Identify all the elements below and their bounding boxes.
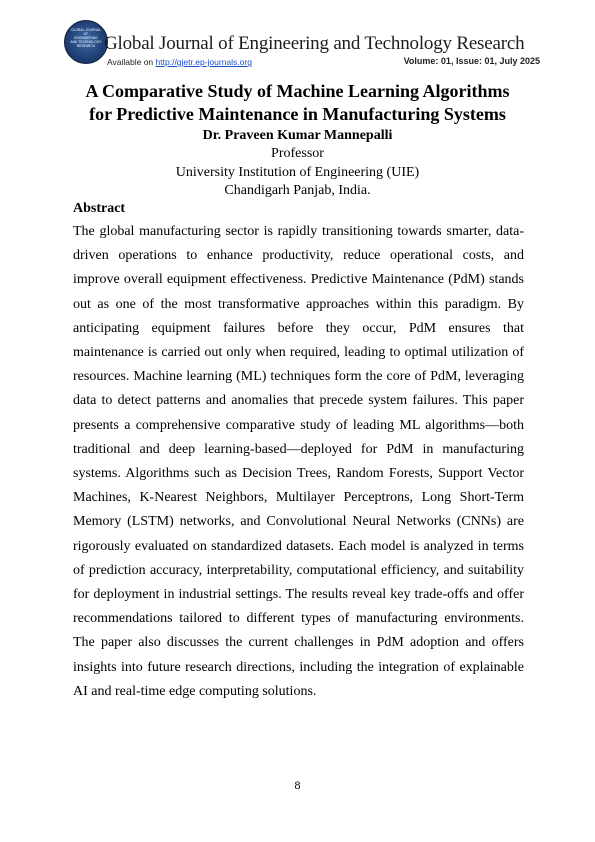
author-position: Professor (271, 146, 324, 161)
available-prefix: Available on (107, 57, 154, 67)
abstract-heading: Abstract (73, 201, 126, 216)
author-institution: University Institution of Engineering (UIE) (175, 165, 420, 180)
journal-header (60, 20, 540, 76)
abstract-text: The global manufacturing sector is rapidly transitioning towards smarter, data-driven operations to enhance productivity, reduce operational costs, and improve overall equipment effectiveness. Predictive Maintenance (PdM) stands out as one of the most transformative approaches within this paradigm. By anticipating equipment failures before they occur, PdM ensures that maintenance is carried out only when required, leading to optimal utilization of resources. Machine learning (ML) techniques form the core of PdM, leveraging data to detect patterns and anomalies that precede system failures. This paper presents a comprehensive comparative study of leading ML algorithms—both traditional and deep learning-based—deployed for PdM in manufacturing systems. Algorithms such as Decision Trees, Random Forests, Support Vector Machines, K-Nearest Neighbors, Multilayer Perceptrons, Long Short-Term Memory (LSTM) networks, and Convolutional Neural Networks (CNNs) are rigorously evaluated on standardized datasets. Each model is analyzed in terms of prediction accuracy, interpretability, computational efficiency, and suitability for deployment in industrial settings. The results reveal key trade-offs and offer recommendations tailored to different types of manufacturing environments. The paper also discusses the current challenges in PdM adoption and offers insights into future research directions, including the integration of explainable AI and real-time edge computing solutions. (73, 224, 524, 699)
title-line-2: for Predictive Maintenance in Manufacturing Systems (89, 104, 506, 124)
logo-text-1: GLOBAL JOURNAL (71, 28, 101, 32)
journal-link[interactable]: http://gjetr.ep-journals.org (155, 57, 252, 67)
logo-text-3: ENGINEERING (74, 36, 98, 40)
volume-info: Volume: 01, Issue: 01, July 2025 (403, 56, 540, 66)
author-location: Chandigarh Panjab, India. (224, 183, 371, 198)
logo-text-2: OF (83, 32, 89, 36)
journal-logo (64, 20, 108, 64)
author-name: Dr. Praveen Kumar Mannepalli (202, 128, 393, 143)
logo-text-4: AND TECHNOLOGY (70, 40, 102, 44)
logo-text-5: RESEARCH (76, 44, 96, 48)
availability-line (107, 57, 252, 67)
paper-title (60, 80, 535, 126)
journal-title: Global Journal of Engineering and Technology Research (104, 33, 525, 54)
page-number: 8 (294, 778, 301, 792)
title-line-1: A Comparative Study of Machine Learning Algorithms (85, 81, 510, 101)
